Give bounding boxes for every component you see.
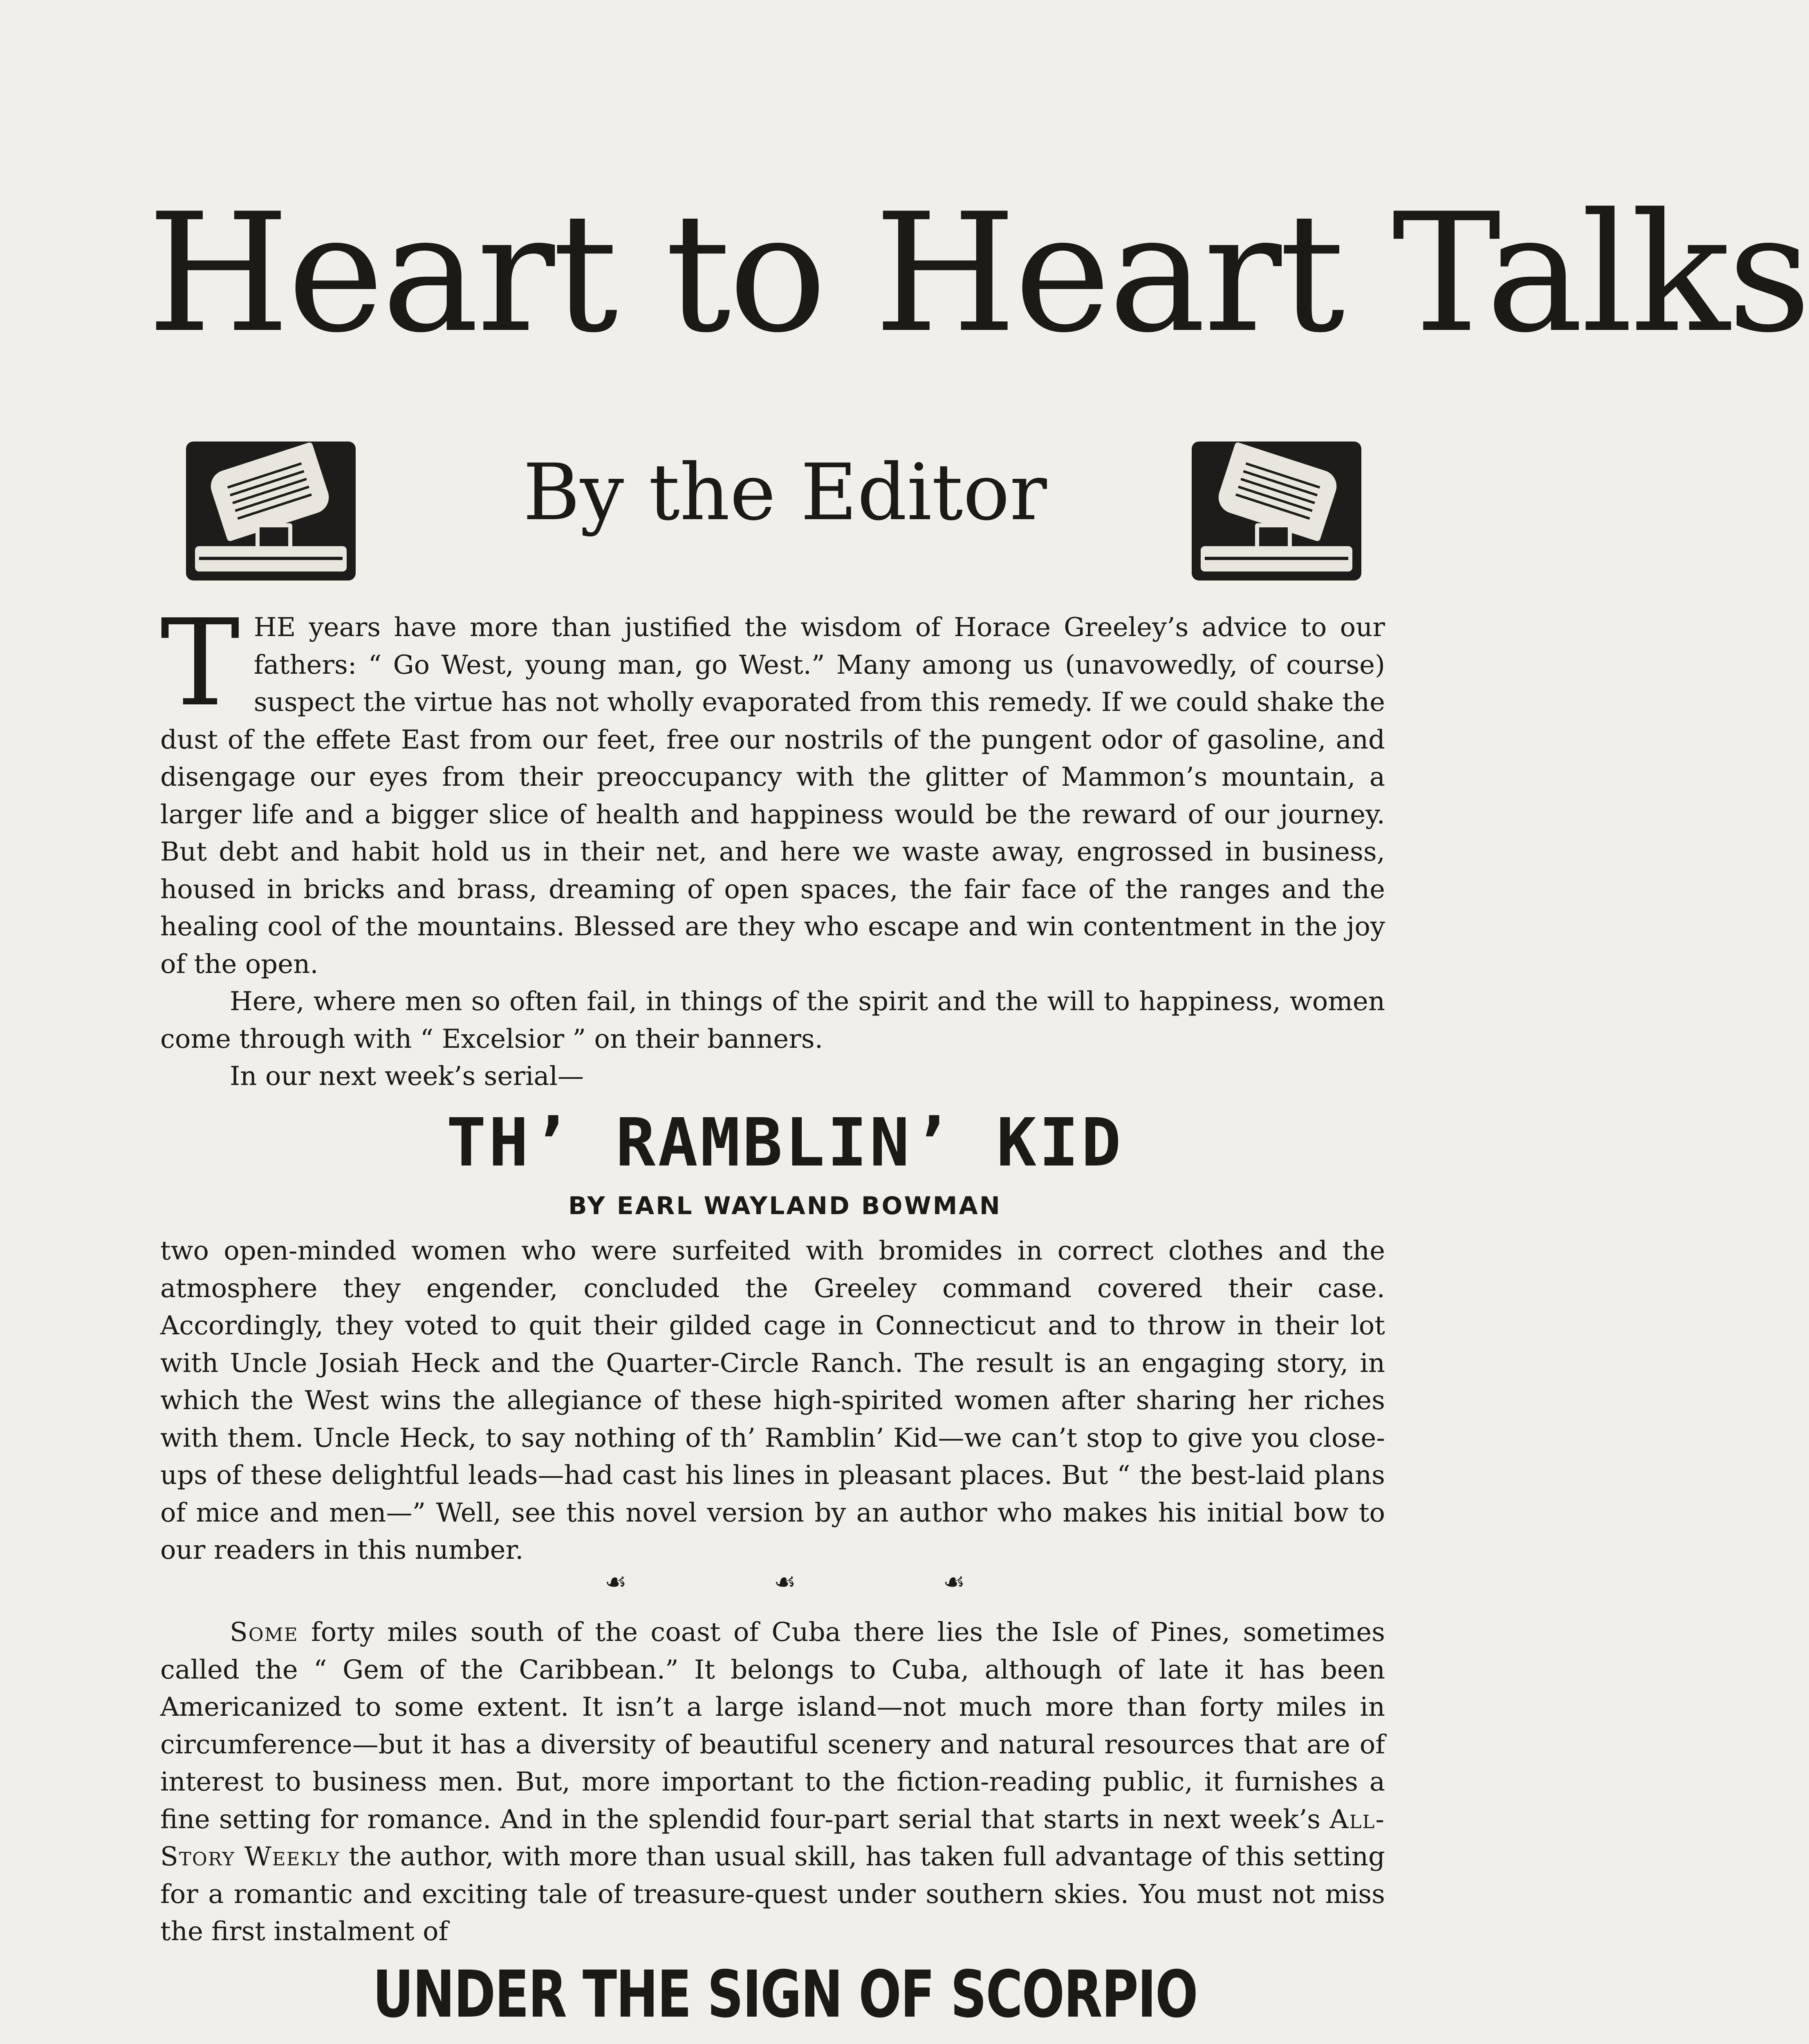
masthead-title: Heart to Heart Talks [147, 179, 1809, 369]
intro-paragraph-1: THE years have more than justified the wisdom of Horace Greeley’s advice to our fathers: “ Go West, young man, go West.” Many among us (unavowedly, of course) suspect the virtue has not wholly evaporated from this remedy. If we could shake the dust of the effete East from our feet, free our nostrils of the pungent odor of gasoline, and disengage our eyes from their preoccupancy with the glitter of Mammon’s mountain, a larger life and a bigger slice of health and happiness would be the reward of our journey. But debt and habit hold us in their net, and here we waste away, engrossed in business, housed in bricks and brass, dreaming of open spaces, the fair face of the ranges and the healing cool of the mountains. Blessed are they who escape and win contentment in the joy of the open. [160, 594, 1385, 979]
intro-section [160, 594, 1385, 1096]
serial2-paragraph: Some forty miles south of the coast of Cuba there lies the Isle of Pines, sometimes called the “ Gem of the Caribbean.” It belongs to Cuba, although of late it has been Americanized to some extent. It isn’t a large island—not much more than forty miles in circumference—but it has a diversity of beautiful scenery and natural resources that are of interest to business men. But, more important to the fiction-reading public, it furnishes a fine setting for romance. And in the splendid four-part serial that starts in next week’s All-Story Weekly the author, with more than usual skill, has taken full advantage of this setting for a romantic and exciting tale of treasure-quest under southern skies. You must not miss the first instalment of [160, 1617, 1385, 1947]
quill-scroll-book-icon [1192, 442, 1361, 580]
intro-paragraph-3: In our next week’s serial— [230, 1061, 584, 1091]
serial-title-ramblin-kid: TH’ RAMBLIN’ KID [446, 1105, 1124, 1181]
serial-title-scorpio: UNDER THE SIGN OF SCORPIO [372, 1957, 1197, 2032]
ornament-glyph: ☙ [943, 1568, 965, 1596]
serial-author-bowman: BY EARL WAYLAND BOWMAN [568, 1192, 1002, 1220]
book-icon [1201, 546, 1352, 572]
ornament-glyph: ☙ [774, 1568, 796, 1596]
book-icon [195, 546, 347, 572]
section-divider [0, 1568, 1570, 1596]
serial1-paragraph: two open-minded women who were surfeited with bromides in correct clothes and the atmosphere they engender, concluded the Greeley command covered their case. Accordingly, they voted to quit their gilded cage in Connecticut and to throw in their lot with Uncle Josiah Heck and the Quarter-Circle Ranch. The result is an engaging story, in which the West wins the allegiance of these high-spirited women after sharing her riches with them. Uncle Heck, to say nothing of th’ Ramblin’ Kid—we can’t stop to give you close-ups of these delightful leads—had cast his lines in pleasant places. But “ the best-laid plans of mice and men—” Well, see this novel version by an author who makes his initial bow to our readers in this number. [160, 1236, 1385, 1565]
ornament-glyph: ☙ [605, 1568, 627, 1596]
serial2-description [160, 1614, 1385, 1951]
intro-paragraph-2: Here, where men so often fail, in things of the spirit and the will to happiness, women come through with “ Excelsior ” on their banners. [160, 986, 1385, 1054]
serial1-description [160, 1233, 1385, 1569]
magazine-name: All-Story Weekly [160, 1804, 1385, 1872]
editor-byline: By the Editor [523, 447, 1047, 538]
drop-cap: T [160, 594, 240, 733]
